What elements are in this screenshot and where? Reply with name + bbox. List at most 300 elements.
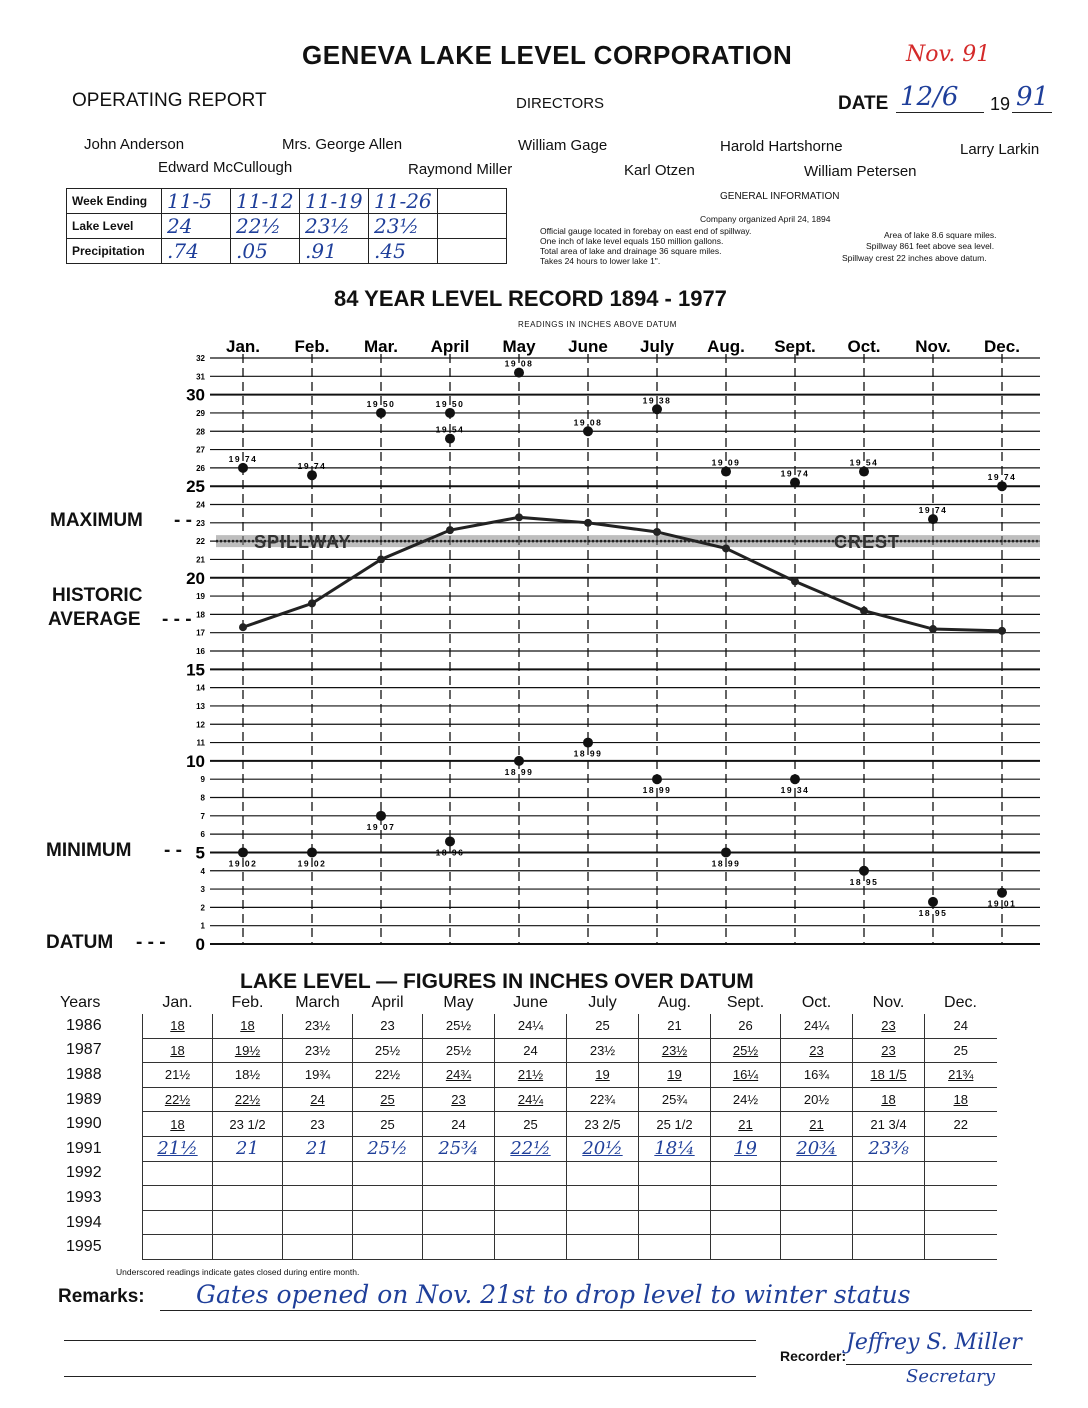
table-column-header: Feb. <box>231 994 264 1011</box>
level-cell <box>567 1210 639 1235</box>
average-point <box>722 544 730 552</box>
level-cell <box>567 1161 639 1186</box>
level-cell: 18¼ <box>639 1136 711 1161</box>
maximum-year-label: 19 08 <box>573 417 603 428</box>
y-tick-label: 6 <box>200 830 205 840</box>
level-cell <box>283 1186 353 1211</box>
table-row <box>60 1087 997 1112</box>
level-cell: 25¾ <box>639 1087 711 1112</box>
minimum-year-label: 19 01 <box>987 898 1017 909</box>
level-cell: 23 <box>353 1014 423 1038</box>
minimum-point <box>997 888 1007 898</box>
minimum-point <box>790 774 800 784</box>
y-tick-label: 27 <box>196 445 205 455</box>
level-cell <box>781 1235 853 1260</box>
y-tick-label: 23 <box>196 518 205 528</box>
level-cell <box>495 1161 567 1186</box>
level-cell: 21½ <box>143 1063 213 1088</box>
maximum-point <box>997 481 1007 491</box>
minimum-year-label: 18 99 <box>711 858 741 869</box>
level-cell <box>353 1161 423 1186</box>
level-cell: 16¾ <box>781 1063 853 1088</box>
lake-level-table <box>60 992 997 1260</box>
company-organized: Company organized April 24, 1894 <box>700 214 831 224</box>
level-cell: 23⅜ <box>853 1136 925 1161</box>
level-cell <box>213 1235 283 1260</box>
level-cell <box>711 1161 781 1186</box>
y-tick-label: 10 <box>186 751 205 771</box>
level-cell: 23½ <box>283 1014 353 1038</box>
lake-level-cell: 22½ <box>231 214 300 239</box>
table-column-header: March <box>295 994 340 1011</box>
minimum-year-label: 19 07 <box>366 821 396 832</box>
year-value: 91 <box>1016 82 1050 112</box>
y-tick-label: 0 <box>195 935 205 954</box>
minimum-year-label: 19 02 <box>228 858 258 869</box>
maximum-year-label: 19 08 <box>504 358 534 369</box>
maximum-point <box>307 470 317 480</box>
y-tick-label: 7 <box>200 811 205 821</box>
table-column-header: Oct. <box>801 994 832 1011</box>
level-cell <box>711 1210 781 1235</box>
level-cell: 18 <box>143 1038 213 1063</box>
week-ending-cell: 11-5 <box>162 189 231 214</box>
level-cell: 24¼ <box>781 1014 853 1038</box>
y-tick-label: 8 <box>200 793 205 803</box>
level-cell: 18 <box>853 1087 925 1112</box>
y-tick-label: 32 <box>196 354 205 363</box>
level-cell <box>495 1235 567 1260</box>
y-tick-label: 2 <box>200 903 205 913</box>
level-cell: 25½ <box>353 1136 423 1161</box>
level-cell: 24½ <box>711 1087 781 1112</box>
table-footnote: Underscored readings indicate gates closed during entire month. <box>116 1267 360 1277</box>
info-line: Takes 24 hours to lower lake 1". <box>540 256 661 266</box>
y-tick-label: 14 <box>196 683 205 693</box>
report-label: OPERATING REPORT <box>72 90 267 111</box>
year-prefix: 19 <box>990 94 1011 114</box>
y-tick-label: 21 <box>196 555 205 565</box>
level-cell: 25 <box>495 1112 567 1137</box>
minimum-year-label: 18 99 <box>573 748 603 759</box>
remarks-line <box>160 1310 1032 1311</box>
lake-level-cell: 23½ <box>300 214 369 239</box>
level-cell: 24 <box>495 1038 567 1063</box>
table-row <box>60 1235 997 1260</box>
info-line: One inch of lake level equals 150 million gallons. <box>540 236 724 246</box>
week-ending-cell: 11-12 <box>231 189 300 214</box>
director-name: John Anderson <box>84 136 185 153</box>
month-label: Sept. <box>774 337 816 356</box>
maximum-point <box>583 426 593 436</box>
maximum-point <box>445 408 455 418</box>
y-tick-label: 25 <box>186 477 205 497</box>
maximum-point <box>928 514 938 524</box>
year-cell: 1987 <box>66 1041 102 1059</box>
chart-subtitle: READINGS IN INCHES ABOVE DATUM <box>518 320 677 329</box>
minimum-year-label: 19 34 <box>780 785 810 796</box>
maximum-label: MAXIMUM <box>50 510 143 531</box>
level-cell <box>853 1186 925 1211</box>
level-cell <box>853 1161 925 1186</box>
minimum-point <box>307 847 317 857</box>
maximum-points <box>229 359 1017 525</box>
date-value: 12/6 <box>900 82 959 112</box>
recorder-line <box>846 1364 1032 1365</box>
level-cell <box>639 1210 711 1235</box>
level-cell <box>495 1186 567 1211</box>
minimum-point <box>238 847 248 857</box>
level-cell <box>143 1161 213 1186</box>
level-cell: 23 <box>423 1087 495 1112</box>
level-cell: 24 <box>283 1087 353 1112</box>
remarks-text: Gates opened on Nov. 21st to drop level to winter status <box>196 1280 911 1309</box>
table-row <box>60 1014 997 1038</box>
level-cell <box>143 1235 213 1260</box>
level-cell <box>283 1161 353 1186</box>
level-cell: 18 <box>143 1014 213 1038</box>
minimum-point <box>583 738 593 748</box>
level-cell <box>639 1186 711 1211</box>
maximum-point <box>721 467 731 477</box>
minimum-point <box>928 897 938 907</box>
table-row <box>60 1210 997 1235</box>
average-point <box>998 627 1006 635</box>
table-row <box>60 1112 997 1137</box>
maximum-year-label: 19 54 <box>435 424 465 435</box>
director-name: Harold Hartshorne <box>720 138 843 155</box>
year-cell: 1995 <box>66 1238 102 1256</box>
level-cell: 23½ <box>639 1038 711 1063</box>
y-tick-label: 1 <box>200 921 205 931</box>
directors-label: DIRECTORS <box>516 95 605 112</box>
precipitation-cell: .74 <box>162 239 231 264</box>
year-cell: 1989 <box>66 1090 102 1108</box>
chart-grid <box>210 354 1040 944</box>
lake-level-cell: 24 <box>162 214 231 239</box>
y-tick-label: 22 <box>196 537 205 547</box>
table-row <box>60 1161 997 1186</box>
level-cell: 22¾ <box>567 1087 639 1112</box>
level-cell: 23½ <box>283 1038 353 1063</box>
maximum-year-label: 19 09 <box>711 457 741 468</box>
table-header-row <box>60 992 997 1014</box>
level-cell: 18½ <box>213 1063 283 1088</box>
level-cell: 22½ <box>143 1087 213 1112</box>
page-title: GENEVA LAKE LEVEL CORPORATION <box>302 40 793 70</box>
row-label: Week Ending <box>67 189 162 214</box>
y-tick-label: 31 <box>196 372 205 382</box>
level-cell: 25¾ <box>423 1136 495 1161</box>
crest-label: CREST <box>834 532 901 553</box>
table-column-header: June <box>513 994 548 1011</box>
level-cell: 21 <box>283 1136 353 1161</box>
level-cell <box>423 1186 495 1211</box>
level-cell: 18 <box>143 1112 213 1137</box>
lake-level-cell: 23½ <box>369 214 438 239</box>
table-column-header: Dec. <box>944 994 977 1011</box>
level-cell: 18 1/5 <box>853 1063 925 1088</box>
handwritten-corner-note: Nov. 91 <box>906 42 991 67</box>
chart-title: 84 YEAR LEVEL RECORD 1894 - 1977 <box>334 286 727 311</box>
level-cell: 24 <box>925 1014 997 1038</box>
month-label: Dec. <box>984 337 1020 356</box>
level-cell: 23 1/2 <box>213 1112 283 1137</box>
average-point <box>446 526 454 534</box>
y-tick-label: 5 <box>195 843 205 863</box>
average-point <box>791 577 799 585</box>
level-cell <box>353 1235 423 1260</box>
month-label: Jan. <box>225 337 261 356</box>
remarks-label: Remarks: <box>58 1286 145 1307</box>
y-tick-label: 18 <box>196 610 205 620</box>
level-cell: 25½ <box>423 1038 495 1063</box>
table-row <box>60 1186 997 1211</box>
average-label: AVERAGE <box>48 609 141 630</box>
level-cell: 21 <box>639 1014 711 1038</box>
table-column-header: April <box>371 994 404 1011</box>
level-cell: 24 <box>423 1112 495 1137</box>
y-tick-label: 28 <box>196 427 205 437</box>
director-name: William Petersen <box>804 163 917 180</box>
minimum-year-label: 18 99 <box>642 785 672 796</box>
precipitation-cell: .05 <box>231 239 300 264</box>
year-cell: 1991 <box>66 1139 102 1157</box>
precipitation-cell: .91 <box>300 239 369 264</box>
level-cell: 21¾ <box>925 1063 997 1088</box>
level-cell: 25 <box>353 1087 423 1112</box>
month-labels <box>226 337 1020 356</box>
level-cell <box>925 1186 997 1211</box>
recorder-title: Secretary <box>906 1366 996 1387</box>
year-cell: 1992 <box>66 1164 102 1182</box>
maximum-point <box>652 404 662 414</box>
level-cell: 21 3/4 <box>853 1112 925 1137</box>
row-label: Lake Level <box>67 214 162 239</box>
level-cell: 22 <box>925 1112 997 1137</box>
minimum-point <box>652 774 662 784</box>
maximum-year-label: 19 50 <box>435 398 465 409</box>
level-cell: 18 <box>925 1087 997 1112</box>
average-point <box>308 599 316 607</box>
level-cell: 23 <box>283 1112 353 1137</box>
level-cell: 19 <box>567 1063 639 1088</box>
level-cell: 21 <box>781 1112 853 1137</box>
month-label: July <box>639 337 675 356</box>
maximum-leader: - - <box>174 510 192 531</box>
historic-label: HISTORIC <box>52 585 143 606</box>
table-row <box>60 1063 997 1088</box>
y-tick-label: 9 <box>200 775 205 785</box>
minimum-year-label: 18 95 <box>918 907 948 918</box>
level-cell <box>213 1186 283 1211</box>
level-cell <box>925 1235 997 1260</box>
level-cell <box>567 1235 639 1260</box>
table-title: LAKE LEVEL — FIGURES IN INCHES OVER DATUM <box>240 970 754 993</box>
director-name: Karl Otzen <box>624 162 695 179</box>
level-cell: 20½ <box>567 1136 639 1161</box>
director-name: Mrs. George Allen <box>282 136 403 153</box>
maximum-point <box>790 478 800 488</box>
y-tick-label: 24 <box>196 500 205 510</box>
minimum-label: MINIMUM <box>46 840 132 861</box>
recorder-signature: Jeffrey S. Miller <box>846 1330 1022 1355</box>
info-line: Spillway crest 22 inches above datum. <box>842 253 987 263</box>
table-column-header: July <box>588 994 617 1011</box>
level-cell: 24¼ <box>495 1087 567 1112</box>
level-cell: 23 2/5 <box>567 1112 639 1137</box>
year-cell: 1986 <box>66 1017 102 1035</box>
level-cell <box>781 1186 853 1211</box>
y-tick-label: 15 <box>186 660 205 680</box>
month-label: Feb. <box>294 337 330 356</box>
y-tick-label: 16 <box>196 647 205 656</box>
level-cell: 25 <box>567 1014 639 1038</box>
year-cell: 1993 <box>66 1188 102 1206</box>
level-cell: 22½ <box>495 1136 567 1161</box>
director-name: William Gage <box>518 137 608 154</box>
table-column-header: Jan. <box>162 994 193 1011</box>
level-cell: 21 <box>711 1112 781 1137</box>
level-cell <box>423 1235 495 1260</box>
y-tick-label: 11 <box>196 738 205 748</box>
minimum-point <box>376 811 386 821</box>
week-ending-cell: 11-19 <box>300 189 369 214</box>
level-cell: 16¼ <box>711 1063 781 1088</box>
maximum-point <box>859 467 869 477</box>
maximum-year-label: 19 74 <box>780 468 810 479</box>
year-cell: 1988 <box>66 1065 102 1083</box>
level-cell <box>925 1161 997 1186</box>
y-tick-label: 29 <box>196 408 205 418</box>
level-cell: 21 <box>213 1136 283 1161</box>
y-tick-label: 17 <box>196 628 205 638</box>
datum-leader: - - - <box>136 932 166 953</box>
minimum-year-label: 18 96 <box>435 847 465 858</box>
maximum-year-label: 19 38 <box>642 395 672 406</box>
table-column-header: Sept. <box>726 994 765 1011</box>
table-column-header: Years <box>60 994 101 1011</box>
level-cell: 20½ <box>781 1087 853 1112</box>
maximum-year-label: 19 50 <box>366 398 396 409</box>
level-cell <box>853 1235 925 1260</box>
level-cell: 19 <box>639 1063 711 1088</box>
level-cell: 18 <box>213 1014 283 1038</box>
level-cell <box>639 1235 711 1260</box>
year-cell: 1994 <box>66 1213 102 1231</box>
minimum-points <box>229 738 1017 918</box>
maximum-year-label: 19 74 <box>297 461 327 472</box>
y-tick-label: 3 <box>200 885 205 895</box>
table-column-header: Aug. <box>658 994 691 1011</box>
minimum-leader: - - <box>164 840 182 861</box>
director-name: Larry Larkin <box>960 141 1040 158</box>
level-cell: 23 <box>781 1038 853 1063</box>
y-tick-label: 19 <box>196 592 205 602</box>
level-cell: 23 <box>853 1014 925 1038</box>
level-cell: 21½ <box>143 1136 213 1161</box>
maximum-year-label: 19 74 <box>228 453 258 464</box>
average-point <box>653 528 661 536</box>
info-line: Spillway 861 feet above sea level. <box>866 241 995 251</box>
level-cell: 23 <box>853 1038 925 1063</box>
month-label: Aug. <box>707 337 745 356</box>
maximum-point <box>376 408 386 418</box>
maximum-point <box>514 368 524 378</box>
date-label: DATE <box>838 93 889 114</box>
level-cell: 21½ <box>495 1063 567 1088</box>
level-cell <box>353 1210 423 1235</box>
minimum-point <box>514 756 524 766</box>
level-cell: 20¾ <box>781 1136 853 1161</box>
minimum-year-label: 19 02 <box>297 858 327 869</box>
level-cell <box>213 1210 283 1235</box>
level-cell <box>781 1210 853 1235</box>
level-cell: 25 <box>925 1038 997 1063</box>
month-label: June <box>568 337 608 356</box>
table-column-header: May <box>443 994 474 1011</box>
level-cell <box>781 1161 853 1186</box>
precipitation-cell: .45 <box>369 239 438 264</box>
table-row <box>60 1038 997 1063</box>
level-cell: 19 <box>711 1136 781 1161</box>
average-point <box>860 607 868 615</box>
spillway-label: SPILLWAY <box>254 532 352 553</box>
level-cell <box>143 1186 213 1211</box>
maximum-year-label: 19 54 <box>849 457 879 468</box>
remarks-line <box>64 1340 756 1341</box>
level-cell: 26 <box>711 1014 781 1038</box>
level-cell <box>925 1136 997 1161</box>
average-point <box>377 555 385 563</box>
level-cell: 24¼ <box>495 1014 567 1038</box>
director-name: Raymond Miller <box>408 161 513 178</box>
maximum-year-label: 19 74 <box>918 505 948 516</box>
level-cell: 19¾ <box>283 1063 353 1088</box>
week-ending-cell: 11-26 <box>369 189 438 214</box>
y-tick-labels <box>186 354 205 954</box>
level-cell: 25½ <box>423 1014 495 1038</box>
average-point <box>515 513 523 521</box>
average-point <box>929 625 937 633</box>
level-cell: 22½ <box>213 1087 283 1112</box>
level-cell <box>283 1235 353 1260</box>
level-cell <box>495 1210 567 1235</box>
level-cell: 23½ <box>567 1038 639 1063</box>
spillway-band <box>216 532 1040 552</box>
month-label: Nov. <box>915 337 951 356</box>
maximum-year-label: 19 74 <box>987 472 1017 483</box>
level-cell <box>711 1186 781 1211</box>
level-cell: 25 1/2 <box>639 1112 711 1137</box>
datum-label: DATUM <box>46 932 114 953</box>
level-cell <box>567 1186 639 1211</box>
average-leader: - - - <box>162 609 192 630</box>
y-tick-label: 4 <box>200 866 205 876</box>
level-cell <box>353 1186 423 1211</box>
level-cell: 22½ <box>353 1063 423 1088</box>
maximum-point <box>238 463 248 473</box>
level-cell: 25½ <box>353 1038 423 1063</box>
average-point <box>239 623 247 631</box>
minimum-year-label: 18 99 <box>504 766 534 777</box>
month-label: April <box>430 337 470 356</box>
level-cell <box>639 1161 711 1186</box>
month-label: Oct. <box>847 337 881 356</box>
level-cell <box>283 1210 353 1235</box>
level-cell <box>711 1235 781 1260</box>
table-row <box>60 1136 997 1161</box>
